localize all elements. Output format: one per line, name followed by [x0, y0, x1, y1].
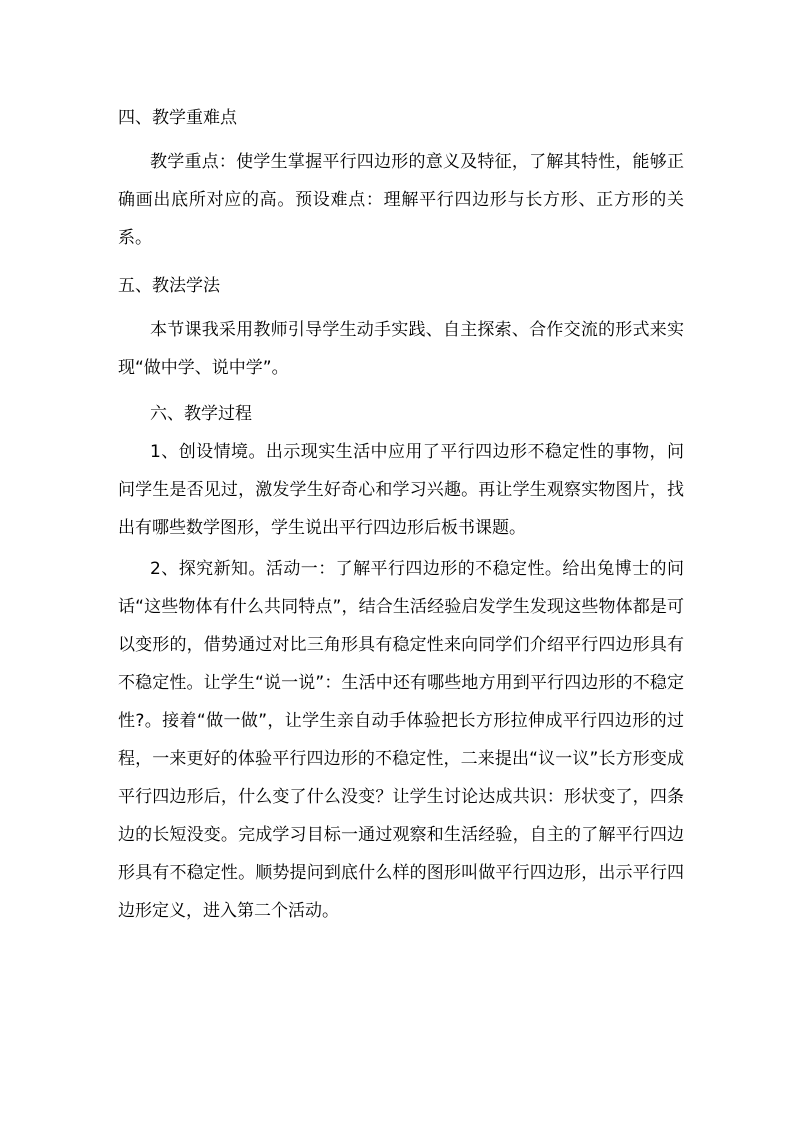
- process-paragraph-2: 2、探究新知。活动一：了解平行四边形的不稳定性。给出兔博士的问话“这些物体有什么共同特点”，结合生活经验启发学生发现这些物体都是可以变形的，借势通过对比三角形具有稳定性来向同学们介绍平行四边形具有不稳定性。让学生“说一说”：生活中还有哪些地方用到平行四边形的不稳定性?。接着“做一做”，让学生亲自动手体验把长方形拉伸成平行四边形的过程，一来更好的体验平行四边形的不稳定性，二来提出“议一议”长方形变成平行四边形后，什么变了什么没变？让学生讨论达成共识：形状变了，四条边的长短没变。完成学习目标一通过观察和生活经验，自主的了解平行四边形具有不稳定性。顺势提问到底什么样的图形叫做平行四边形，出示平行四边形定义，进入第二个活动。: [118, 559, 684, 921]
- key-points-paragraph: 教学重点：使学生掌握平行四边形的意义及特征，了解其特性，能够正确画出底所对应的高。预设难点：理解平行四边形与长方形、正方形的关系。: [118, 152, 684, 248]
- section-heading-methods: 五、教法学法: [118, 276, 220, 296]
- section-heading-key-points: 四、教学重难点: [118, 108, 237, 128]
- methods-paragraph: 本节课我采用教师引导学生动手实践、自主探索、合作交流的形式来实现“做中学、说中学”。: [118, 320, 684, 378]
- section-heading-process: 六、教学过程: [150, 404, 252, 424]
- process-paragraph-1: 1、创设情境。出示现实生活中应用了平行四边形不稳定性的事物，问问学生是否见过，激发学生好奇心和学习兴趣。再让学生观察实物图片，找出有哪些数学图形，学生说出平行四边形后板书课题。: [118, 442, 684, 538]
